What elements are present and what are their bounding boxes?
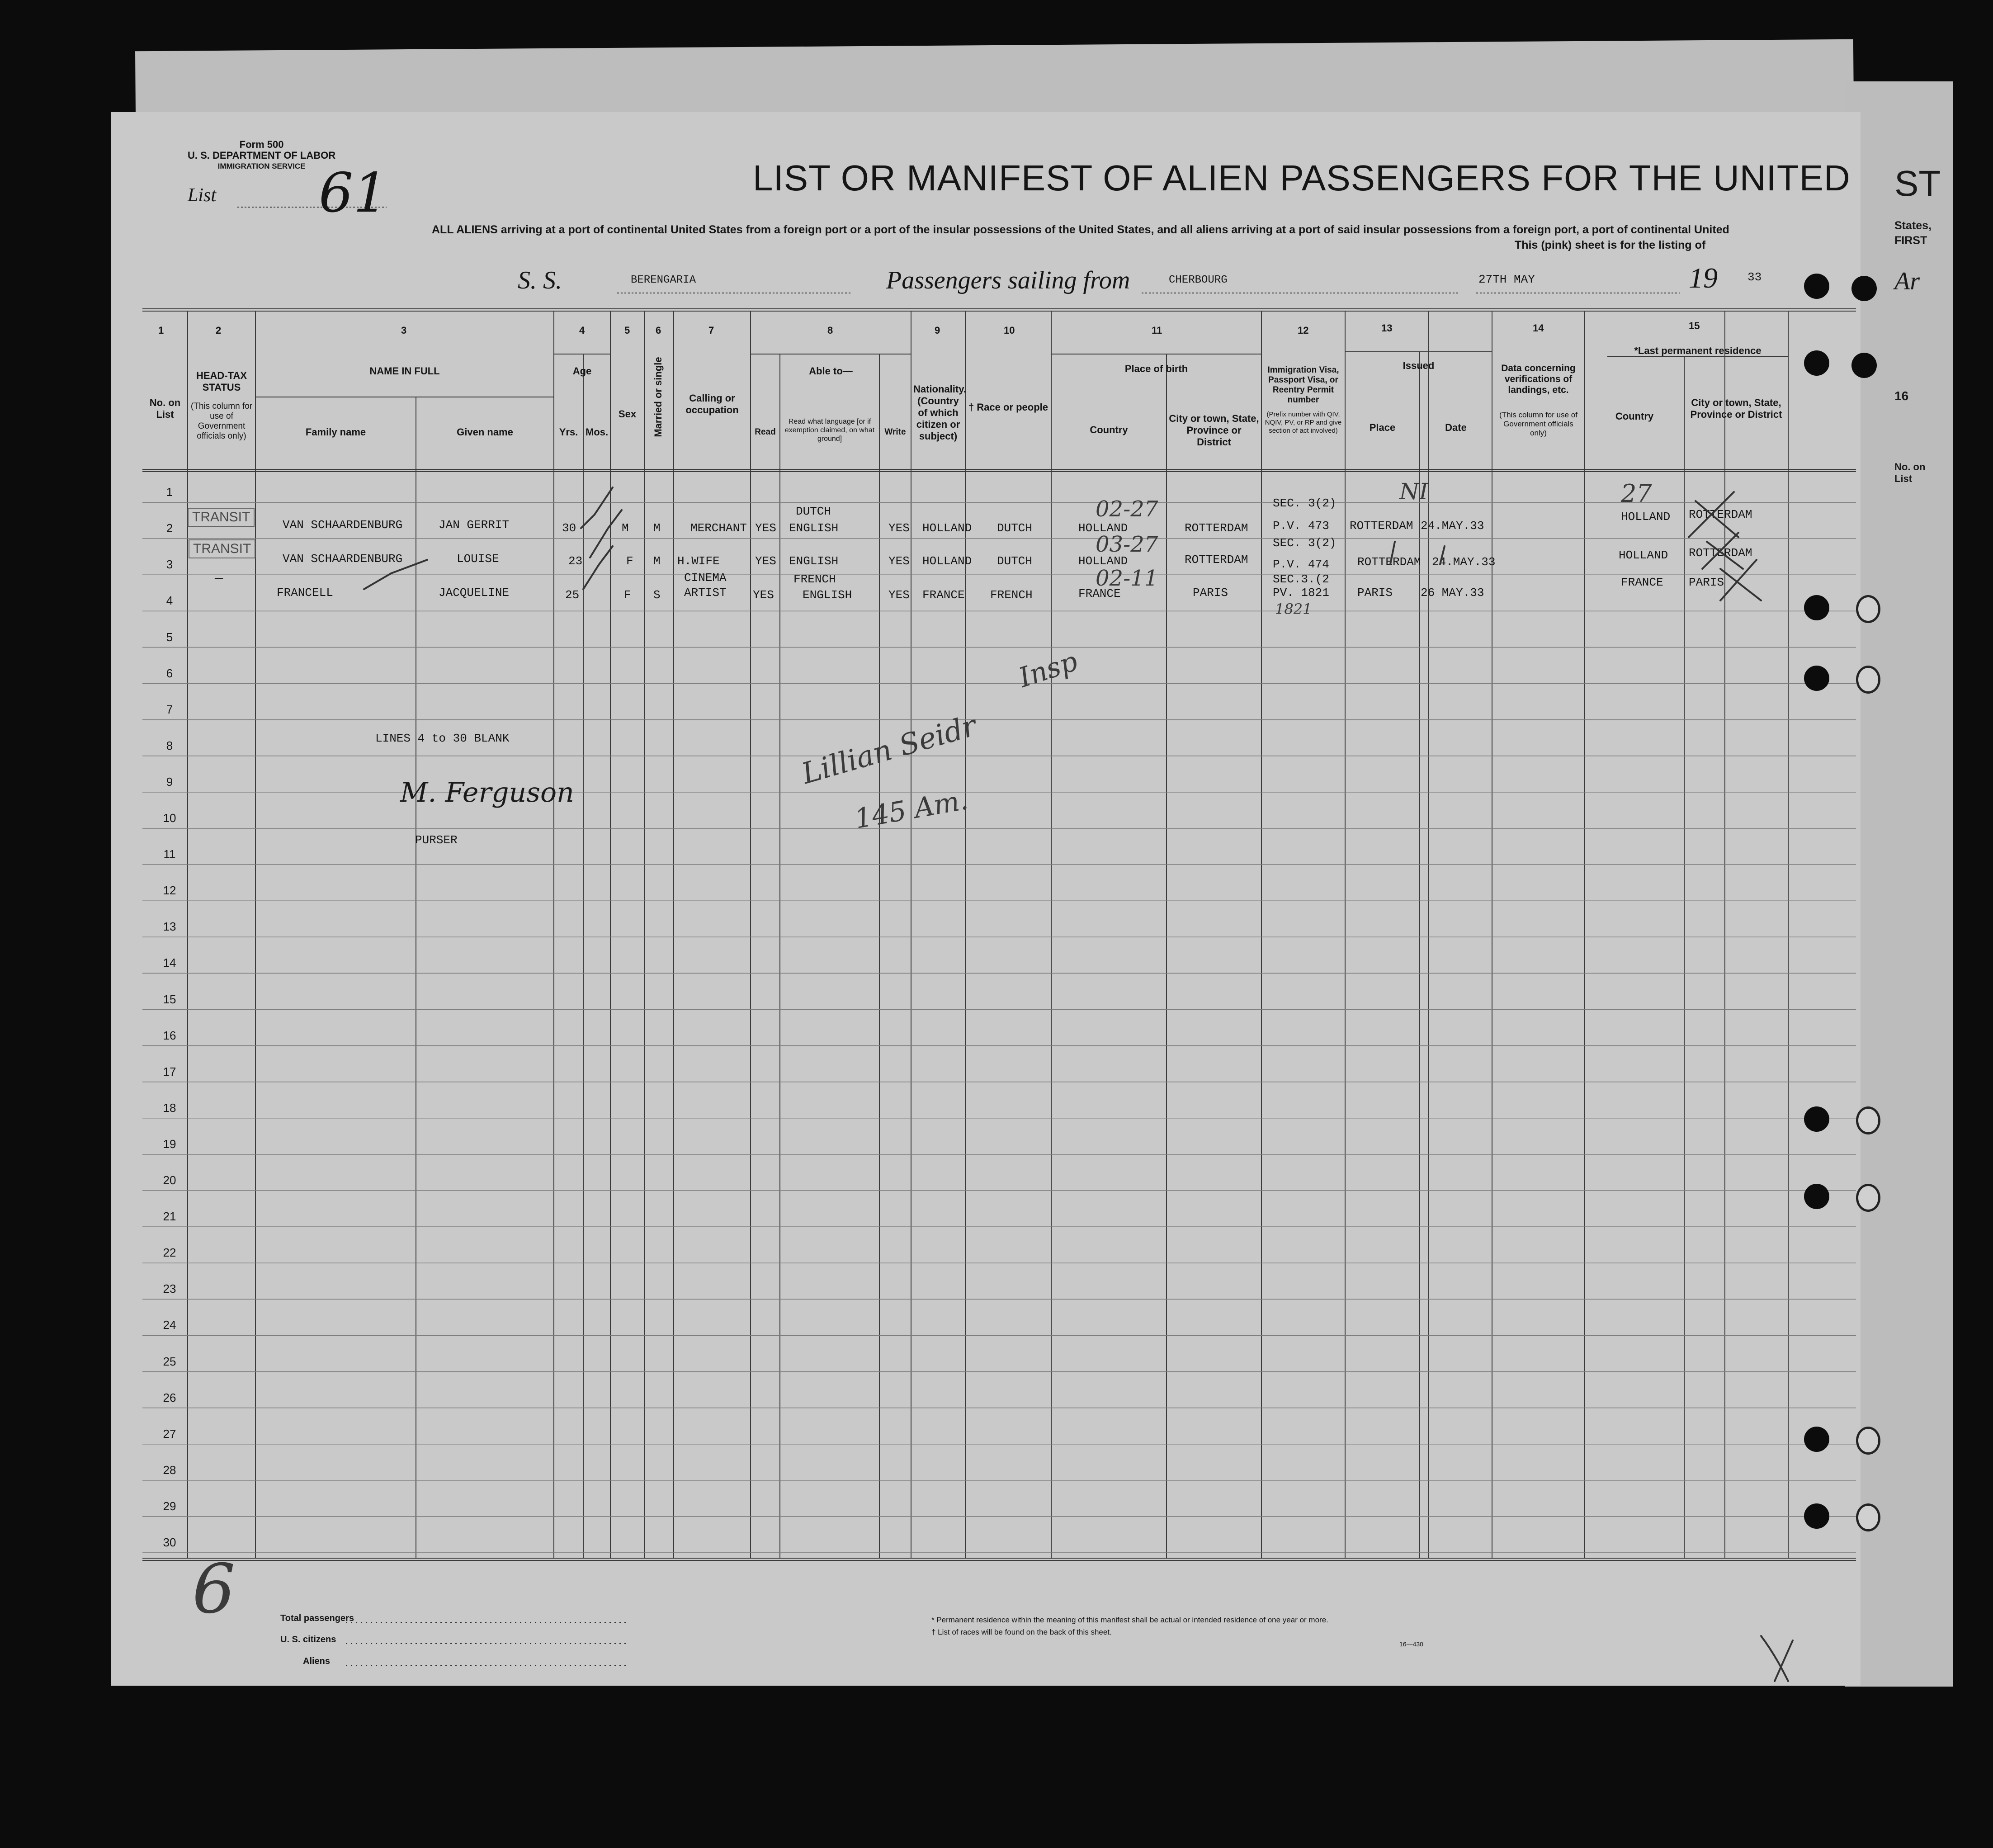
list-number: 61 (319, 162, 388, 225)
punch-hole (1804, 1427, 1829, 1452)
visa-number: P.V. 474 (1273, 558, 1329, 571)
can-read: YES (755, 521, 776, 535)
punch-hole (1851, 276, 1877, 301)
row-number: 22 (163, 1246, 176, 1260)
headtax-stamp: TRANSIT (189, 539, 255, 558)
age-years-header: Yrs. (559, 426, 578, 438)
language: ENGLISH (789, 554, 839, 568)
language-header: Read what language [or if exemption claimed, on what ground] (784, 418, 875, 443)
row-number: 7 (166, 702, 173, 716)
can-read: YES (753, 588, 774, 602)
family-name: FRANCELL (277, 586, 333, 600)
occupation: H.WIFE (677, 554, 720, 568)
sailing-label: Passengers sailing from (886, 266, 1130, 294)
col-2-note: (This column for use of Government officials only) (190, 402, 253, 441)
row-number: 12 (163, 884, 176, 898)
year-prefix: 19 (1689, 262, 1718, 294)
occupation: MERCHANT (690, 521, 747, 535)
col-2-header: HEAD-TAX STATUS (196, 370, 247, 393)
birth-city: ROTTERDAM (1185, 521, 1248, 535)
row-number: 13 (163, 920, 176, 934)
sex: M (622, 521, 629, 535)
given-name: JAN GERRIT (439, 518, 510, 532)
birth-city: PARIS (1193, 586, 1228, 600)
adjacent-sub-fragment: FIRST (1894, 234, 1927, 247)
departure-port: CHERBOURG (1169, 274, 1228, 286)
visa-number: PV. 1821 (1273, 586, 1329, 600)
verification-note: (This column for use of Government officials only) (1499, 411, 1577, 437)
given-name-header: Given name (457, 426, 513, 438)
birth-country: HOLLAND (1078, 521, 1128, 535)
can-write: YES (888, 588, 910, 602)
adjacent-column-fragment: No. on List (1894, 461, 1926, 484)
departure-date: 27TH MAY (1478, 273, 1535, 286)
issued-header: Issued (1403, 360, 1435, 371)
adjacent-column-fragment: 16 (1894, 389, 1909, 403)
birth-country-header: Country (1090, 424, 1128, 435)
sex: F (624, 588, 631, 602)
col-12-number: 12 (1298, 325, 1309, 336)
list-label: List (188, 185, 217, 206)
footer-leaders (346, 1613, 635, 1672)
birth-city: ROTTERDAM (1185, 553, 1248, 567)
row-number: 4 (166, 594, 173, 608)
punch-hole (1804, 1106, 1829, 1132)
row-number: 28 (163, 1463, 176, 1477)
row-number: 11 (163, 847, 176, 861)
age-years: 30 (562, 521, 576, 535)
can-write: YES (888, 521, 910, 535)
row-number: 25 (163, 1354, 176, 1368)
residence-city-header: City or town, State, Province or District (1690, 397, 1782, 420)
language: ENGLISH (789, 521, 839, 535)
handwritten-note: Insp (1015, 645, 1082, 694)
col-3-number: 3 (401, 325, 407, 336)
residence-city: PARIS (1689, 576, 1724, 589)
total-passengers-label: Total passengers (280, 1613, 354, 1623)
row-number: 6 (166, 666, 173, 680)
visa-header: Immigration Visa, Passport Visa, or Reentry Permit number (1267, 365, 1339, 405)
row-number: 24 (163, 1318, 176, 1332)
col-10-number: 10 (1004, 325, 1015, 336)
issued-place: ROTTERDAM (1350, 519, 1413, 533)
handwritten-note: 145 Am. (852, 784, 971, 835)
col-5-number: 5 (624, 325, 630, 336)
issued-date: 24.MAY.33 (1432, 555, 1496, 569)
marital-header: Married or single (652, 357, 664, 437)
row-number: 9 (166, 775, 173, 789)
issued-place: PARIS (1357, 586, 1393, 600)
row-number: 1 (166, 485, 173, 499)
punch-hole (1804, 1184, 1829, 1209)
col-13-number: 13 (1381, 322, 1393, 334)
issued-place: ROTTERDAM (1357, 555, 1421, 569)
headtax-stamp: TRANSIT (188, 508, 255, 527)
row-number: 26 (163, 1390, 176, 1404)
nationality-header: Nationality. (Country of which citizen or subject) (913, 383, 966, 442)
service-name: IMMIGRATION SERVICE (217, 162, 306, 170)
occupation: ARTIST (684, 586, 727, 600)
col-14-number: 14 (1533, 322, 1544, 334)
can-read: YES (755, 554, 776, 568)
row-number: 5 (166, 630, 173, 644)
issued-date-header: Date (1445, 422, 1467, 433)
punch-hole (1804, 595, 1829, 620)
marital-status: S (653, 588, 661, 602)
col-1-number: 1 (158, 325, 164, 336)
purser-title: PURSER (415, 833, 458, 847)
visa-number: P.V. 473 (1273, 519, 1329, 533)
col-11-number: 11 (1152, 325, 1162, 336)
family-name-header: Family name (305, 426, 366, 438)
handwritten-residence-mark: 27 (1621, 479, 1652, 508)
row-number: 30 (163, 1536, 176, 1549)
able-to-header: Able to— (809, 365, 853, 377)
read-header: Read (755, 427, 776, 437)
visa-section: SEC. 3(2) (1273, 536, 1337, 550)
marital-status: M (653, 554, 661, 568)
row-number: 29 (163, 1499, 176, 1513)
handwritten-visa-number: 1821 (1275, 600, 1312, 618)
purser-signature: M. Ferguson (400, 777, 574, 808)
handwritten-margin-mark: 6 (192, 1550, 236, 1629)
age-months-header: Mos. (585, 426, 609, 438)
punch-hole (1856, 595, 1880, 623)
col-1-header: No. on List (149, 397, 181, 420)
residence-country-header: Country (1615, 411, 1654, 422)
row-number: 15 (163, 992, 176, 1006)
handwritten-code: 02-27 (1096, 496, 1158, 522)
issued-place-header: Place (1369, 422, 1396, 433)
footnote-races: † List of races will be found on the back of this sheet. (931, 1628, 1112, 1636)
race: DUTCH (997, 521, 1033, 535)
col-2-number: 2 (216, 325, 222, 336)
row-number: 21 (163, 1210, 176, 1224)
aliens-label: Aliens (303, 1656, 331, 1666)
visa-section: SEC.3.(2 (1273, 572, 1329, 586)
given-name: JACQUELINE (439, 586, 510, 600)
row-number: 20 (163, 1173, 176, 1187)
occupation: CINEMA (684, 571, 727, 585)
punch-hole (1856, 666, 1880, 694)
punch-hole (1804, 274, 1829, 299)
residence-city: ROTTERDAM (1689, 508, 1752, 521)
punch-hole (1856, 1184, 1880, 1212)
language: ENGLISH (803, 588, 852, 602)
residence-header: *Last permanent residence (1634, 345, 1762, 356)
blank-lines-note: LINES 4 to 30 BLANK (375, 732, 510, 745)
nationality: HOLLAND (922, 554, 972, 568)
sex: F (626, 554, 633, 568)
col-6-number: 6 (656, 325, 661, 336)
row-number: 3 (166, 558, 173, 572)
handwritten-note: Lillian Seidr (798, 709, 980, 791)
punch-hole (1856, 1503, 1880, 1531)
subtitle-line-2: This (pink) sheet is for the listing of (1515, 239, 1706, 251)
given-name: LOUISE (457, 552, 499, 566)
row-number: 18 (163, 1101, 176, 1115)
language: FRENCH (793, 572, 836, 586)
row-number: 17 (163, 1064, 176, 1078)
manifest-page (111, 112, 1861, 1686)
form-number: Form 500 (239, 139, 284, 150)
punch-hole (1804, 350, 1829, 376)
department-name: U. S. DEPARTMENT OF LABOR (188, 150, 336, 161)
verification-header: Data concerning verifications of landings, etc. (1501, 363, 1576, 395)
row-number: 23 (163, 1282, 176, 1296)
subtitle-line-1: ALL ALIENS arriving at a port of continental United States from a foreign port or a port of the insular possessions of the United States, and all aliens arriving at a port of said insular possessions from a foreign port, a port of continental United (432, 223, 1729, 236)
birth-city-header: City or town, State, Province or District (1169, 413, 1259, 448)
vessel-name: BERENGARIA (631, 274, 696, 286)
age-years: 25 (565, 588, 580, 602)
sex-header: Sex (618, 408, 637, 420)
row-number: 10 (163, 811, 176, 825)
adjacent-title-fragment: ST (1894, 163, 1941, 203)
us-citizens-label: U. S. citizens (280, 1635, 336, 1645)
issued-date: 26 MAY.33 (1421, 586, 1484, 600)
nationality: FRANCE (922, 588, 965, 602)
row-number: 14 (163, 956, 176, 970)
year-suffix: 33 (1747, 270, 1762, 284)
birth-country: FRANCE (1078, 587, 1121, 600)
family-name: VAN SCHAARDENBURG (283, 552, 403, 566)
write-header: Write (884, 427, 906, 437)
marital-status: M (653, 521, 661, 535)
occupation-header: Calling or occupation (685, 392, 739, 416)
family-name: VAN SCHAARDENBURG (283, 518, 403, 532)
col-15-number: 15 (1689, 320, 1700, 331)
row-number: 19 (163, 1137, 176, 1151)
row-number: 8 (166, 738, 173, 752)
punch-hole (1856, 1106, 1880, 1134)
ss-label: S. S. (518, 266, 562, 294)
adjacent-arrival-fragment: Ar (1894, 267, 1920, 295)
punch-hole (1804, 1503, 1829, 1529)
issued-date: 24.MAY.33 (1421, 519, 1484, 533)
race: DUTCH (997, 554, 1033, 568)
col-8-number: 8 (827, 325, 833, 336)
row-number: 27 (163, 1427, 176, 1441)
residence-country: HOLLAND (1621, 510, 1671, 524)
col-4-number: 4 (579, 325, 585, 336)
age-header: Age (572, 365, 592, 377)
handwritten-code: 03-27 (1096, 532, 1158, 557)
handwritten-marks (111, 112, 1861, 1686)
punch-hole (1804, 666, 1829, 691)
race: FRENCH (990, 588, 1033, 602)
row-number: 16 (163, 1028, 176, 1042)
handwritten-issued-mark: NI (1399, 478, 1428, 505)
headtax-mark: — (215, 571, 223, 586)
col-3-header: NAME IN FULL (369, 365, 440, 377)
punch-hole (1851, 353, 1877, 378)
footnote-residence: * Permanent residence within the meaning of this manifest shall be actual or intended residence of one year or more. (931, 1616, 1328, 1624)
residence-country: HOLLAND (1619, 548, 1668, 562)
visa-note: (Prefix number with QIV, NQIV, PV, or RP and give section of act involved) (1265, 411, 1342, 435)
adjacent-sub-fragment: States, (1894, 219, 1932, 232)
nationality: HOLLAND (922, 521, 972, 535)
residence-country: FRANCE (1621, 576, 1663, 589)
race-header: † Race or people (968, 402, 1048, 413)
page-title: LIST OR MANIFEST OF ALIEN PASSENGERS FOR THE UNITED (753, 158, 1851, 198)
form-code: 16—430 (1399, 1640, 1423, 1648)
handwritten-code: 02-11 (1096, 566, 1158, 591)
birthplace-header: Place of birth (1124, 363, 1188, 374)
age-years: 23 (568, 554, 583, 568)
visa-section: SEC. 3(2) (1273, 496, 1337, 510)
birth-country: HOLLAND (1078, 554, 1128, 568)
punch-hole (1856, 1427, 1880, 1455)
col-9-number: 9 (935, 325, 940, 336)
residence-city: ROTTERDAM (1689, 546, 1752, 560)
can-write: YES (888, 554, 910, 568)
col-7-number: 7 (708, 325, 714, 336)
language: DUTCH (796, 505, 831, 518)
row-number: 2 (166, 521, 173, 535)
